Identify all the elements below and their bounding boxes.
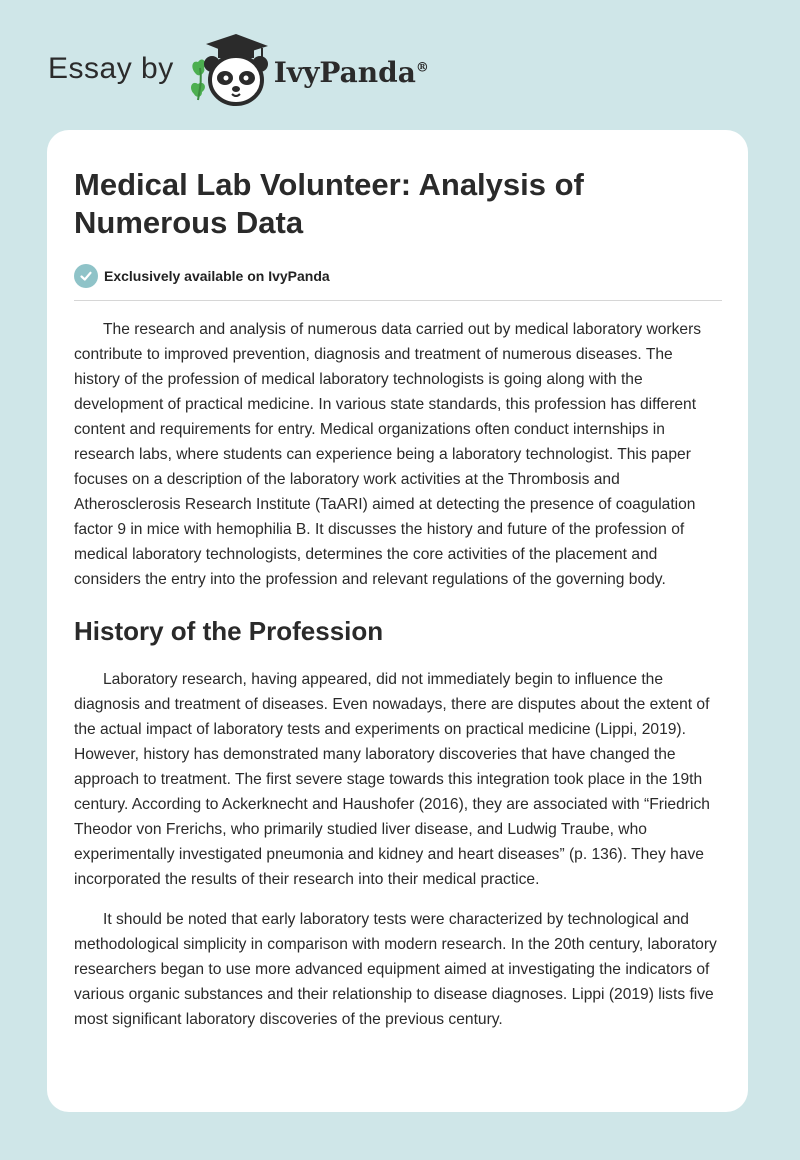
section-heading: History of the Profession: [74, 616, 384, 646]
history-paragraph-1: Laboratory research, having appeared, did not immediately begin to influence the diagnosis and treatment of diseases. Even nowadays, there are disputes about the extent of the actual impact of laboratory tests and experiments on practical medicine (Lippi, 2019). However, history has demonstrated many laboratory discoveries that have changed the approach to treatment. The first severe stage towards this integration took place in the 19th century. According to Ackerknecht and Haushofer (2016), they are associated with “Friedrich Theodor von Frerichs, who primarily studied liver disease, and Ludwig Traube, who experimentally investigated pneumonia and kidney and heart diseases” (p. 136). They have incorporated the results of their research into their medical practice.: [74, 671, 710, 888]
essay-card: [47, 130, 748, 1112]
brand-prefix: Essay by: [48, 52, 174, 85]
brand-name[interactable]: IvyPanda®: [273, 55, 429, 89]
ivypanda-logo-icon[interactable]: [188, 34, 272, 108]
page-title: Medical Lab Volunteer: Analysis of Numerous Data: [74, 167, 584, 240]
brand-header: [48, 34, 429, 108]
history-paragraph-2: It should be noted that early laboratory tests were characterized by technological and methodological simplicity in comparison with modern research. In the 20th century, laboratory researchers began to use more advanced equipment aimed at investigating the indicators of various organic substances and their relationship to disease diagnoses. Lippi (2019) lists five most significant laboratory discoveries of the previous century.: [74, 911, 717, 1028]
intro-paragraph: The research and analysis of numerous data carried out by medical laboratory workers contribute to improved prevention, diagnosis and treatment of numerous diseases. The history of the profession of medical laboratory technologists is going along with the development of practical medicine. In various state standards, this profession has different content and requirements for entry. Medical organizations often conduct internships in research labs, where students can experience being a laboratory technologist. This paper focuses on a description of the laboratory work activities at the Thrombosis and Atherosclerosis Research Institute (TaARI) aimed at detecting the presence of coagulation factor 9 in mice with hemophilia B. It discusses the history and future of the profession of medical laboratory technologists, determines the core activities of the placement and considers the entry into the profession and relevant regulations of the governing body.: [74, 321, 702, 588]
exclusive-badge: [74, 263, 722, 289]
exclusive-label: Exclusively available on IvyPanda: [104, 268, 330, 284]
divider: [74, 300, 722, 301]
check-circle-icon: [74, 264, 98, 288]
